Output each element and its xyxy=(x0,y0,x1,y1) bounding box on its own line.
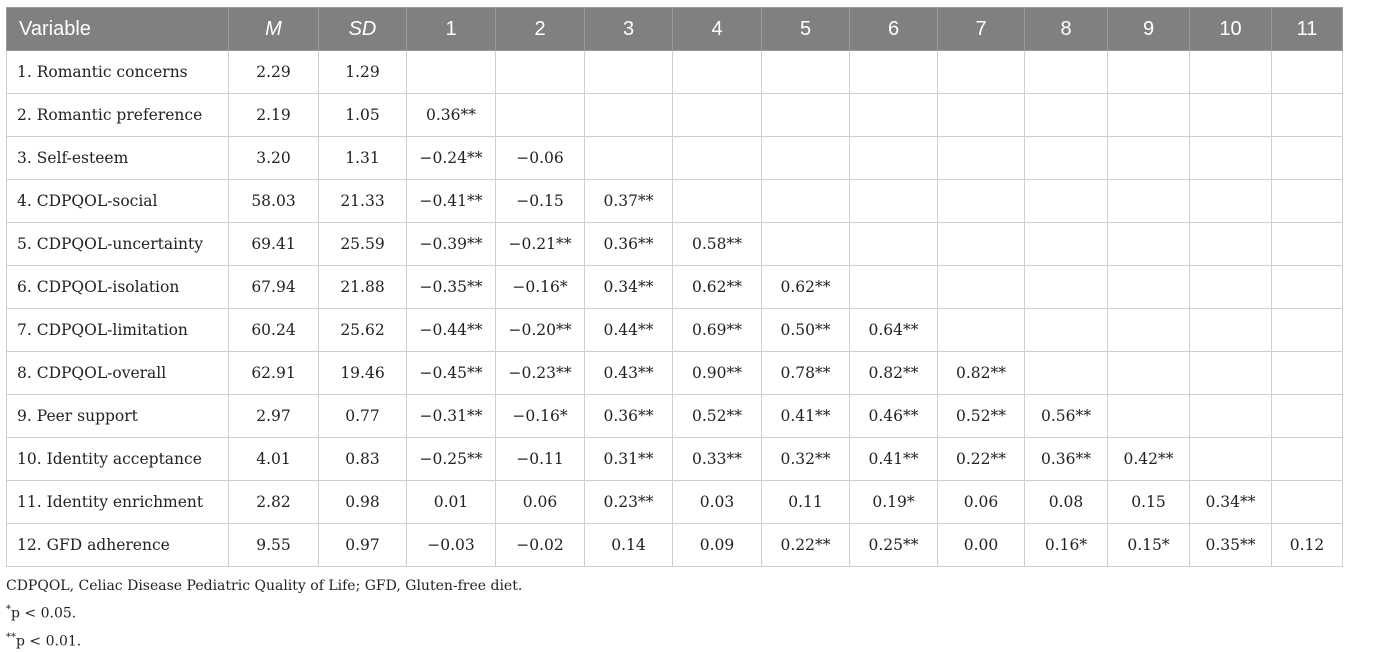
table-cell xyxy=(850,266,938,309)
table-cell: 0.25** xyxy=(850,524,938,567)
table-cell: 0.34** xyxy=(585,266,673,309)
column-header: SD xyxy=(319,8,407,51)
table-row xyxy=(7,223,1343,266)
table-row xyxy=(7,524,1343,567)
table-cell: 0.46** xyxy=(850,395,938,438)
variable-name-cell: 11. Identity enrichment xyxy=(7,481,229,524)
table-cell xyxy=(1025,180,1108,223)
table-cell: 67.94 xyxy=(229,266,319,309)
table-cell: 0.41** xyxy=(762,395,850,438)
table-cell: −0.31** xyxy=(407,395,496,438)
table-cell xyxy=(762,51,850,94)
table-cell: 0.56** xyxy=(1025,395,1108,438)
table-cell: 0.14 xyxy=(585,524,673,567)
table-cell xyxy=(1272,309,1343,352)
table-cell xyxy=(1108,395,1190,438)
table-cell: 0.06 xyxy=(496,481,585,524)
variable-name-cell: 2. Romantic preference xyxy=(7,94,229,137)
table-cell: 2.19 xyxy=(229,94,319,137)
table-cell: 0.15* xyxy=(1108,524,1190,567)
table-cell xyxy=(1190,94,1272,137)
table-cell xyxy=(1190,438,1272,481)
table-cell xyxy=(673,94,762,137)
table-cell xyxy=(850,180,938,223)
table-cell: 0.52** xyxy=(673,395,762,438)
table-cell: 69.41 xyxy=(229,223,319,266)
table-cell xyxy=(1108,51,1190,94)
table-cell: 0.69** xyxy=(673,309,762,352)
table-cell: 0.06 xyxy=(938,481,1025,524)
table-cell: −0.20** xyxy=(496,309,585,352)
table-cell xyxy=(1272,51,1343,94)
table-row xyxy=(7,180,1343,223)
table-cell xyxy=(938,51,1025,94)
table-cell xyxy=(407,51,496,94)
table-cell: 0.97 xyxy=(319,524,407,567)
table-cell xyxy=(1190,309,1272,352)
table-cell xyxy=(1190,352,1272,395)
table-cell: 0.36** xyxy=(1025,438,1108,481)
significance-note-05 xyxy=(6,598,522,626)
table-cell xyxy=(1190,137,1272,180)
column-header: M xyxy=(229,8,319,51)
table-cell: −0.41** xyxy=(407,180,496,223)
table-header-row xyxy=(7,8,1343,51)
table-cell: 0.35** xyxy=(1190,524,1272,567)
significance-text: p < 0.05. xyxy=(11,605,77,622)
table-cell: 0.42** xyxy=(1108,438,1190,481)
table-cell: 0.37** xyxy=(585,180,673,223)
table-cell: −0.02 xyxy=(496,524,585,567)
table-cell: 19.46 xyxy=(319,352,407,395)
table-cell xyxy=(1108,137,1190,180)
table-cell: 3.20 xyxy=(229,137,319,180)
table-cell xyxy=(762,223,850,266)
table-cell: 0.50** xyxy=(762,309,850,352)
table-cell xyxy=(762,94,850,137)
table-cell: 0.19* xyxy=(850,481,938,524)
table-cell: 0.82** xyxy=(938,352,1025,395)
table-cell xyxy=(1272,137,1343,180)
variable-name-cell: 10. Identity acceptance xyxy=(7,438,229,481)
column-header: 11 xyxy=(1272,8,1343,51)
table-cell: 0.43** xyxy=(585,352,673,395)
table-cell: 0.52** xyxy=(938,395,1025,438)
table-cell: −0.45** xyxy=(407,352,496,395)
table-cell: 25.59 xyxy=(319,223,407,266)
table-footnotes xyxy=(6,575,522,653)
table-cell: 0.16* xyxy=(1025,524,1108,567)
table-cell: 0.00 xyxy=(938,524,1025,567)
column-header: 10 xyxy=(1190,8,1272,51)
table-cell: 0.36** xyxy=(585,395,673,438)
table-row xyxy=(7,481,1343,524)
table-cell: 0.58** xyxy=(673,223,762,266)
table-cell xyxy=(585,94,673,137)
table-cell xyxy=(673,137,762,180)
table-cell: 4.01 xyxy=(229,438,319,481)
significance-mark: * xyxy=(6,604,11,615)
table-cell xyxy=(1272,180,1343,223)
column-header: 5 xyxy=(762,8,850,51)
table-cell: 0.23** xyxy=(585,481,673,524)
table-cell xyxy=(496,51,585,94)
table-cell xyxy=(1025,51,1108,94)
table-cell xyxy=(1025,309,1108,352)
table-cell xyxy=(1108,94,1190,137)
table-cell: 0.44** xyxy=(585,309,673,352)
table-cell xyxy=(585,137,673,180)
table-cell xyxy=(850,137,938,180)
table-cell: −0.25** xyxy=(407,438,496,481)
table-cell: 0.11 xyxy=(762,481,850,524)
column-header: 1 xyxy=(407,8,496,51)
table-row xyxy=(7,266,1343,309)
table-cell xyxy=(762,137,850,180)
table-cell xyxy=(762,180,850,223)
table-cell xyxy=(1272,352,1343,395)
table-cell: 9.55 xyxy=(229,524,319,567)
table-cell: 0.31** xyxy=(585,438,673,481)
table-cell xyxy=(1108,266,1190,309)
table-row xyxy=(7,94,1343,137)
table-cell xyxy=(1190,266,1272,309)
table-cell: 2.29 xyxy=(229,51,319,94)
variable-name-cell: 5. CDPQOL-uncertainty xyxy=(7,223,229,266)
column-header: 6 xyxy=(850,8,938,51)
table-cell: 58.03 xyxy=(229,180,319,223)
table-cell xyxy=(938,223,1025,266)
column-header: 4 xyxy=(673,8,762,51)
column-header: 9 xyxy=(1108,8,1190,51)
table-cell xyxy=(1190,180,1272,223)
table-cell: 0.22** xyxy=(762,524,850,567)
table-cell xyxy=(1025,137,1108,180)
correlation-table xyxy=(6,7,1343,567)
table-cell xyxy=(1190,395,1272,438)
table-cell: 0.36** xyxy=(407,94,496,137)
table-row xyxy=(7,438,1343,481)
abbreviation-note: CDPQOL, Celiac Disease Pediatric Quality of Life; GFD, Gluten-free diet. xyxy=(6,578,523,594)
column-header: 7 xyxy=(938,8,1025,51)
column-header: 2 xyxy=(496,8,585,51)
table-cell: 62.91 xyxy=(229,352,319,395)
table-cell xyxy=(1025,352,1108,395)
table-cell xyxy=(1190,223,1272,266)
table-cell: 1.05 xyxy=(319,94,407,137)
table-cell xyxy=(673,51,762,94)
table-cell xyxy=(1272,395,1343,438)
column-header: Variable xyxy=(7,8,229,51)
correlation-table-container xyxy=(6,7,1342,567)
table-body xyxy=(7,51,1343,567)
table-cell: 2.97 xyxy=(229,395,319,438)
table-cell: 0.09 xyxy=(673,524,762,567)
table-cell: 0.82** xyxy=(850,352,938,395)
variable-name-cell: 8. CDPQOL-overall xyxy=(7,352,229,395)
table-cell: 0.98 xyxy=(319,481,407,524)
table-cell xyxy=(1272,438,1343,481)
table-cell xyxy=(496,94,585,137)
table-cell: 0.62** xyxy=(762,266,850,309)
variable-name-cell: 3. Self-esteem xyxy=(7,137,229,180)
table-cell: 0.01 xyxy=(407,481,496,524)
table-cell: 0.12 xyxy=(1272,524,1343,567)
table-cell: −0.44** xyxy=(407,309,496,352)
table-row xyxy=(7,309,1343,352)
variable-name-cell: 9. Peer support xyxy=(7,395,229,438)
table-cell xyxy=(850,223,938,266)
table-cell: 0.36** xyxy=(585,223,673,266)
table-cell xyxy=(1108,309,1190,352)
table-cell: 1.29 xyxy=(319,51,407,94)
table-cell xyxy=(938,94,1025,137)
table-cell: 25.62 xyxy=(319,309,407,352)
column-header: 3 xyxy=(585,8,673,51)
table-row xyxy=(7,51,1343,94)
table-cell: −0.16* xyxy=(496,266,585,309)
variable-name-cell: 4. CDPQOL-social xyxy=(7,180,229,223)
table-cell: 0.90** xyxy=(673,352,762,395)
table-cell: 0.33** xyxy=(673,438,762,481)
table-cell xyxy=(850,51,938,94)
table-cell: 2.82 xyxy=(229,481,319,524)
table-cell xyxy=(585,51,673,94)
table-cell: −0.39** xyxy=(407,223,496,266)
table-row xyxy=(7,137,1343,180)
table-cell: 21.88 xyxy=(319,266,407,309)
table-cell xyxy=(1272,266,1343,309)
table-cell: −0.21** xyxy=(496,223,585,266)
table-cell: −0.23** xyxy=(496,352,585,395)
significance-text: p < 0.01. xyxy=(16,633,82,650)
table-row xyxy=(7,395,1343,438)
variable-name-cell: 12. GFD adherence xyxy=(7,524,229,567)
table-cell: 0.03 xyxy=(673,481,762,524)
table-row xyxy=(7,352,1343,395)
table-cell: −0.03 xyxy=(407,524,496,567)
table-cell xyxy=(673,180,762,223)
table-cell: 0.32** xyxy=(762,438,850,481)
table-cell: 0.83 xyxy=(319,438,407,481)
table-cell: −0.16* xyxy=(496,395,585,438)
table-cell xyxy=(1272,481,1343,524)
table-cell xyxy=(1108,223,1190,266)
table-cell: 0.34** xyxy=(1190,481,1272,524)
significance-mark: ** xyxy=(6,631,16,643)
table-cell: 0.78** xyxy=(762,352,850,395)
table-cell: 0.41** xyxy=(850,438,938,481)
table-cell: −0.06 xyxy=(496,137,585,180)
table-cell xyxy=(938,266,1025,309)
table-cell: 21.33 xyxy=(319,180,407,223)
table-cell xyxy=(1108,352,1190,395)
table-cell: 0.22** xyxy=(938,438,1025,481)
table-cell: 0.64** xyxy=(850,309,938,352)
table-cell: 0.62** xyxy=(673,266,762,309)
table-cell: 0.08 xyxy=(1025,481,1108,524)
table-cell: 1.31 xyxy=(319,137,407,180)
table-cell xyxy=(1272,223,1343,266)
table-cell xyxy=(1190,51,1272,94)
table-cell: −0.35** xyxy=(407,266,496,309)
table-cell xyxy=(1108,180,1190,223)
table-cell: 0.77 xyxy=(319,395,407,438)
table-cell xyxy=(1025,266,1108,309)
table-cell xyxy=(1025,94,1108,137)
table-cell xyxy=(938,137,1025,180)
table-cell: −0.15 xyxy=(496,180,585,223)
table-cell xyxy=(850,94,938,137)
variable-name-cell: 7. CDPQOL-limitation xyxy=(7,309,229,352)
table-cell: 0.15 xyxy=(1108,481,1190,524)
table-cell: −0.24** xyxy=(407,137,496,180)
variable-name-cell: 1. Romantic concerns xyxy=(7,51,229,94)
table-cell xyxy=(938,180,1025,223)
variable-name-cell: 6. CDPQOL-isolation xyxy=(7,266,229,309)
column-header: 8 xyxy=(1025,8,1108,51)
table-cell xyxy=(938,309,1025,352)
table-cell: 60.24 xyxy=(229,309,319,352)
table-cell xyxy=(1272,94,1343,137)
table-cell: −0.11 xyxy=(496,438,585,481)
table-cell xyxy=(1025,223,1108,266)
